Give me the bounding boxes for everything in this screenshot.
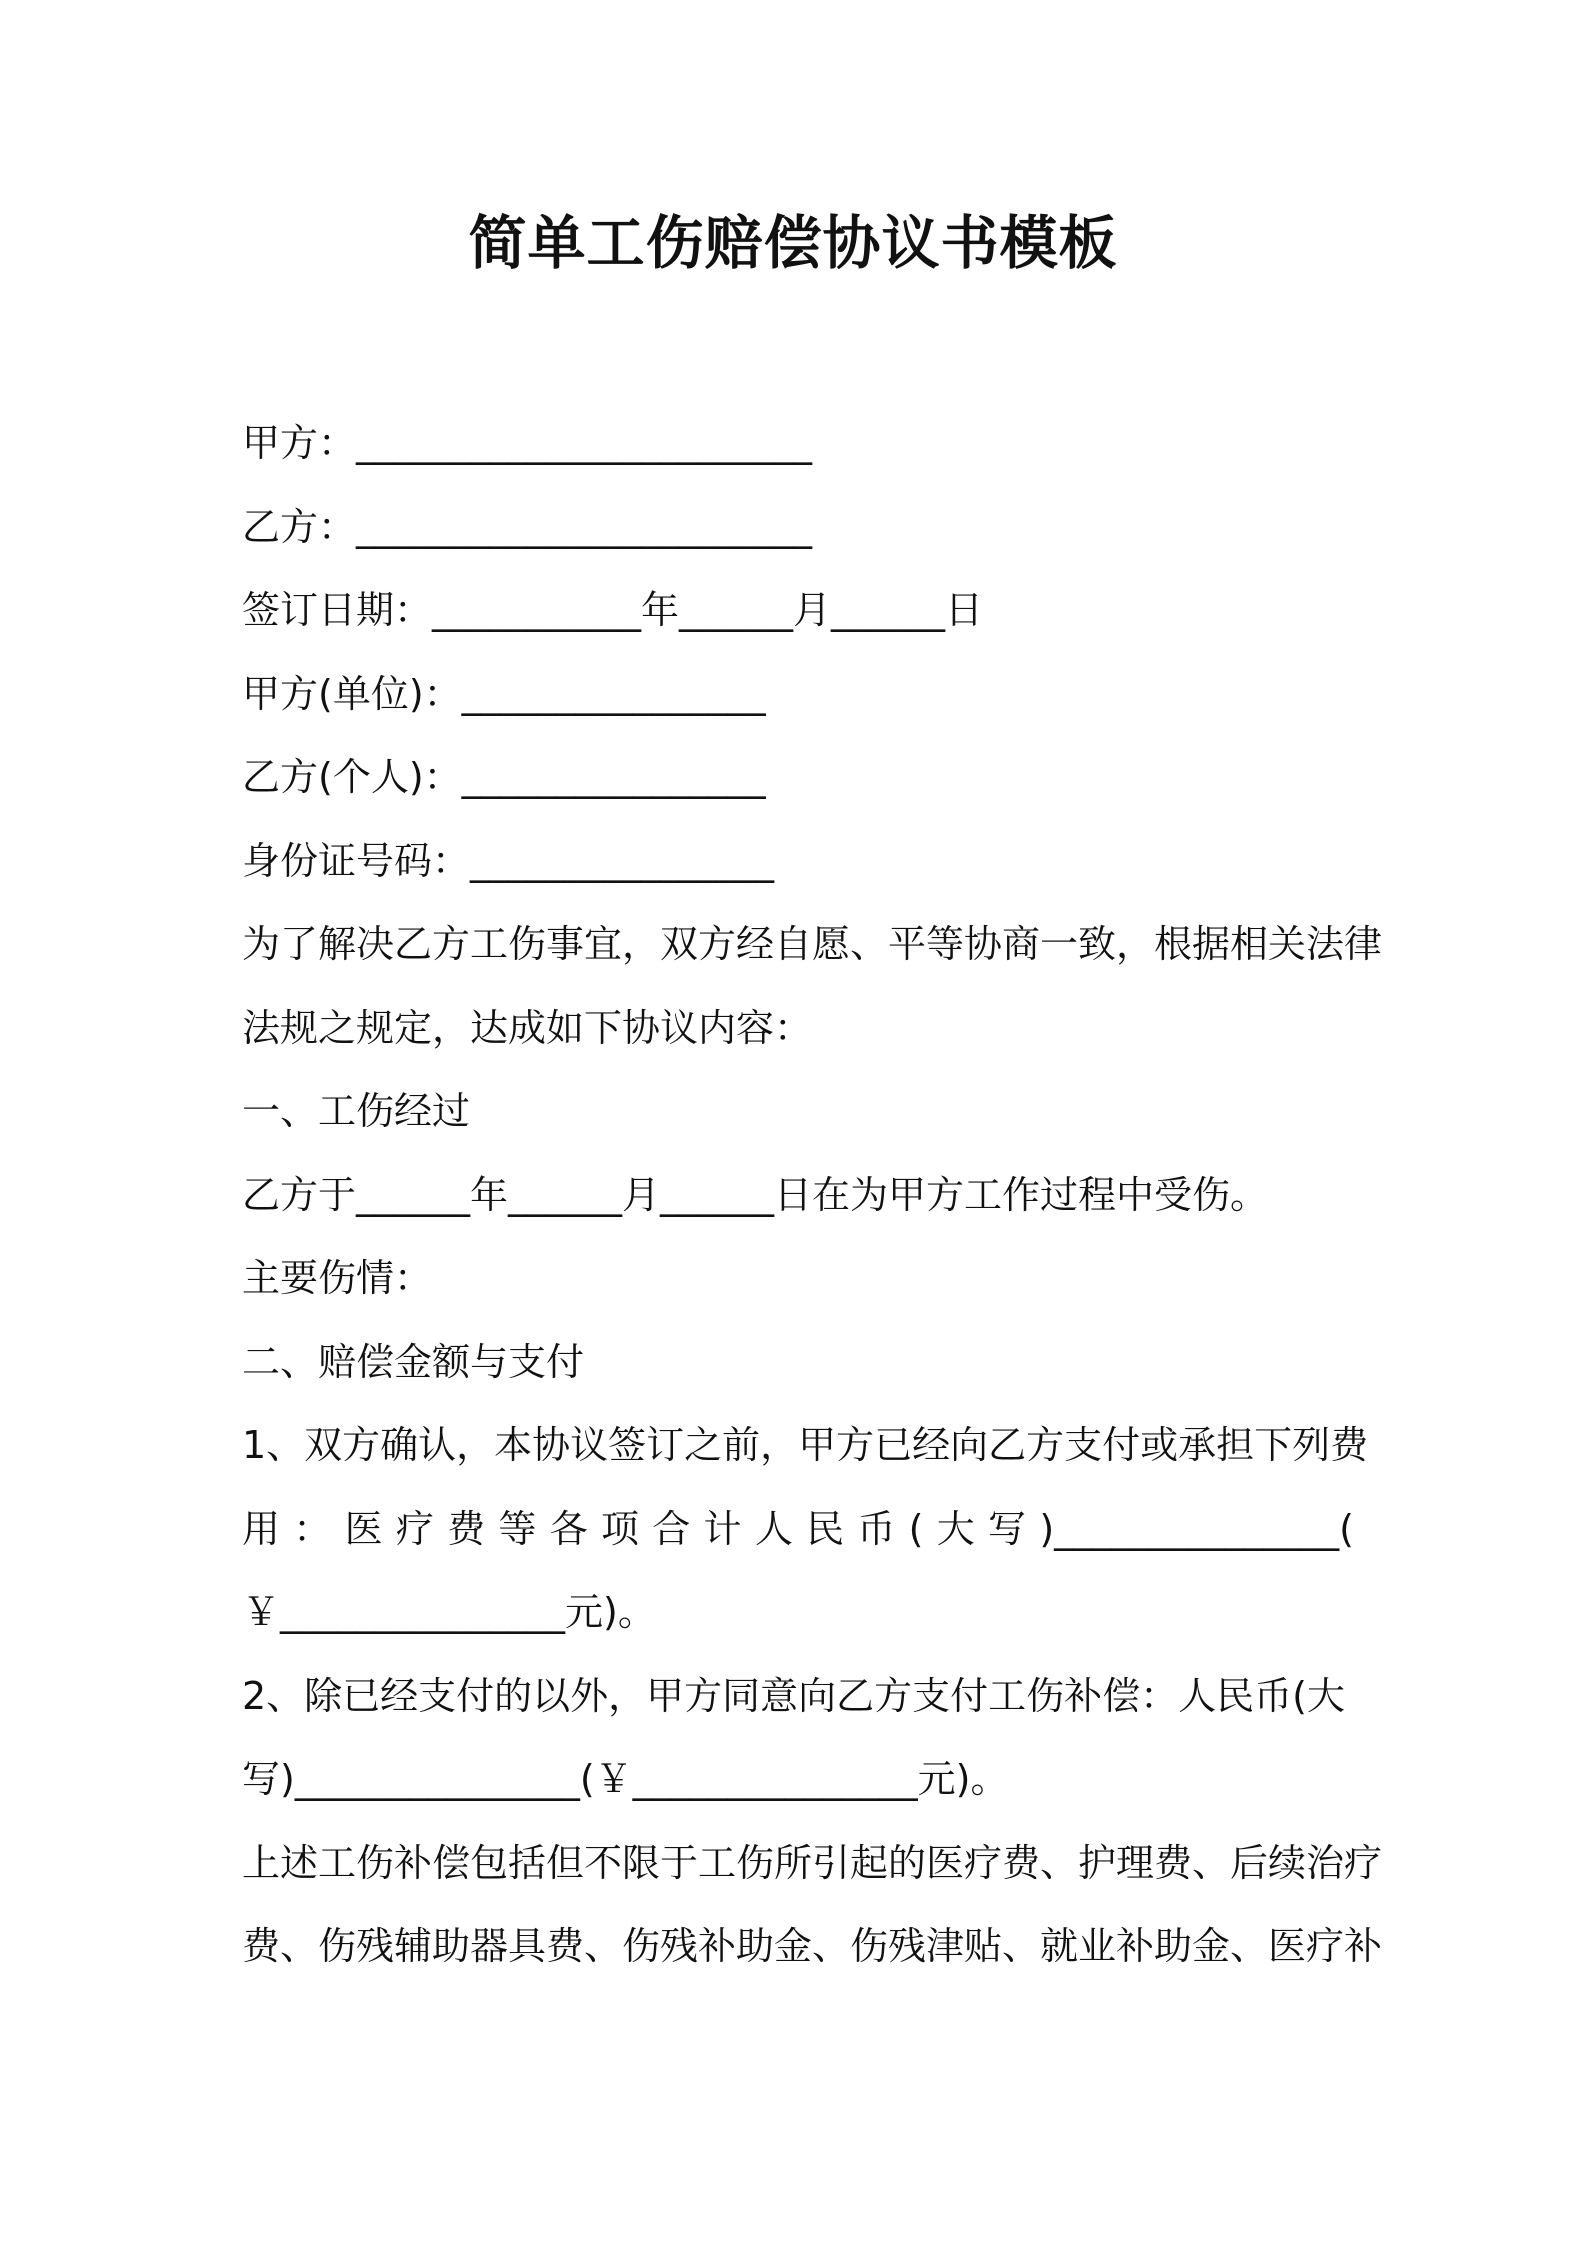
- clause-1-line-1: 1、双方确认，本协议签订之前，甲方已经向乙方支付或承担下列费: [242, 1423, 1369, 1467]
- clause-1-line-2: 用：医疗费等各项合计人民币(大写)_______________(: [242, 1506, 1354, 1551]
- compensation-scope-line-1: 上述工伤补偿包括但不限于工伤所引起的医疗费、护理费、后续治疗: [242, 1840, 1383, 1885]
- clause-1-line-3: ￥_______________元)。: [242, 1590, 656, 1634]
- document-body: [242, 402, 1383, 1989]
- clause-2-line-2: 写)_______________(￥_______________元)。: [242, 1757, 1009, 1801]
- party-b-individual-line: 乙方(个人)：________________: [242, 755, 766, 799]
- signing-date-line: 签订日期：___________年______月______日: [242, 588, 984, 632]
- party-b-line: 乙方：________________________: [242, 504, 813, 549]
- section-1-heading: 一、工伤经过: [242, 1089, 471, 1133]
- party-a-line: 甲方：________________________: [242, 421, 813, 465]
- preamble-line-2: 法规之规定，达成如下协议内容：: [242, 1005, 813, 1050]
- id-number-line: 身份证号码：________________: [242, 838, 775, 883]
- injury-date-line: 乙方于______年______月______日在为甲方工作过程中受伤。: [242, 1172, 1269, 1217]
- main-injury-line: 主要伤情：: [242, 1256, 433, 1300]
- section-2-heading: 二、赔偿金额与支付: [242, 1339, 585, 1384]
- compensation-scope-line-2: 费、伤残辅助器具费、伤残补助金、伤残津贴、就业补助金、医疗补: [242, 1924, 1383, 1968]
- party-a-unit-line: 甲方(单位)：________________: [242, 671, 766, 716]
- document-title: 简单工伤赔偿协议书模板: [468, 209, 1118, 277]
- clause-2-line-1: 2、除已经支付的以外，甲方同意向乙方支付工伤补偿：人民币(大: [242, 1673, 1346, 1718]
- preamble-line-1: 为了解决乙方工伤事宜，双方经自愿、平等协商一致，根据相关法律: [242, 922, 1383, 966]
